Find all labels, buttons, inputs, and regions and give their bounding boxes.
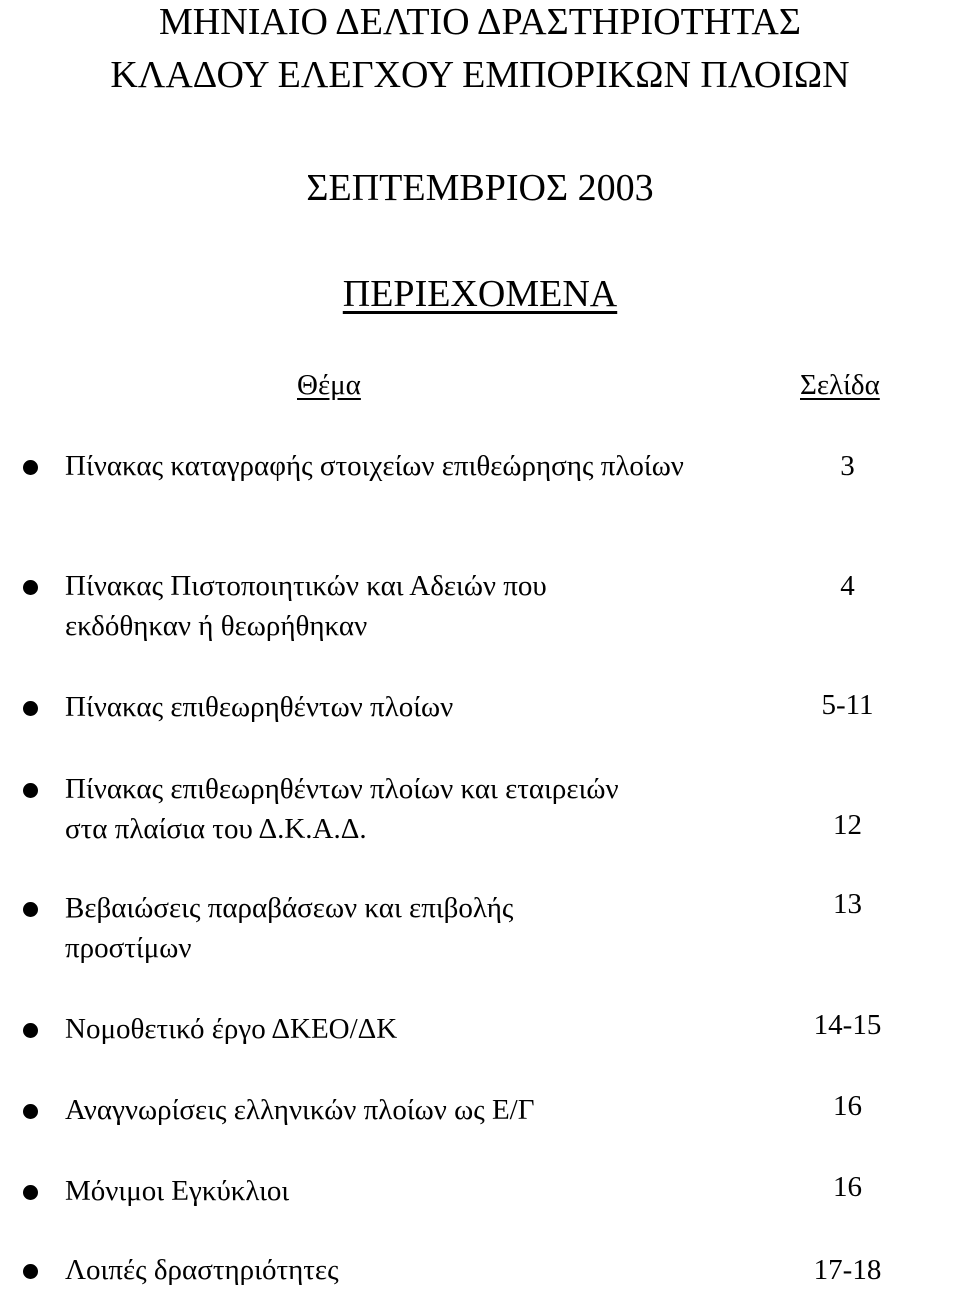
toc-item-text: Πίνακας επιθεωρηθέντων πλοίων και εταιρειών στα πλαίσια του Δ.Κ.Α.Δ. — [65, 773, 619, 845]
toc-item — [0, 687, 960, 767]
bullet-icon — [23, 1023, 38, 1038]
contents-heading: ΠΕΡΙΕΧΟΜΕΝΑ — [342, 273, 618, 315]
toc-item — [0, 769, 960, 849]
bullet-icon — [23, 783, 38, 798]
toc-item-text: Αναγνωρίσεις ελληνικών πλοίων ως Ε/Γ — [65, 1094, 535, 1126]
toc-item-text: Βεβαιώσεις παραβάσεων και επιβολής προστίμων — [65, 892, 514, 964]
toc-item-text: Νομοθετικό έργο ΔΚΕΟ/ΔΚ — [65, 1013, 398, 1045]
bullet-icon — [23, 580, 38, 595]
bullet-icon — [23, 902, 38, 917]
toc-item — [0, 566, 960, 646]
toc-item-text: Πίνακας επιθεωρηθέντων πλοίων — [65, 691, 454, 723]
toc-item — [0, 888, 960, 968]
toc-item-text: Λοιπές δραστηριότητες — [65, 1254, 339, 1286]
toc-column-topic: Θέμα — [297, 369, 361, 401]
toc-item-text: Πίνακας Πιστοποιητικών και Αδειών που εκδόθηκαν ή θεωρήθηκαν — [65, 570, 547, 642]
toc-column-page: Σελίδα — [800, 369, 880, 401]
toc-item — [0, 1090, 960, 1170]
toc-item-text: Πίνακας καταγραφής στοιχείων επιθεώρησης πλοίων — [65, 450, 684, 482]
report-period: ΣΕΠΤΕΜΒΡΙΟΣ 2003 — [306, 167, 654, 209]
bullet-icon — [23, 1264, 38, 1279]
bullet-icon — [23, 701, 38, 716]
toc-item-text: Μόνιμοι Εγκύκλιοι — [65, 1175, 290, 1207]
toc-item-page: 4 — [840, 570, 855, 602]
toc-item — [0, 446, 960, 526]
toc-item — [0, 1171, 960, 1251]
toc-item-page: 5-11 — [821, 689, 874, 721]
bullet-icon — [23, 460, 38, 475]
toc-item-page: 13 — [833, 888, 862, 920]
toc-item-page: 14-15 — [813, 1009, 882, 1041]
toc-item — [0, 1250, 960, 1288]
document-title-line-1: ΜΗΝΙΑΙΟ ΔΕΛΤΙΟ ΔΡΑΣΤΗΡΙΟΤΗΤΑΣ — [159, 1, 801, 43]
toc-item-page: 16 — [833, 1171, 862, 1203]
toc-item — [0, 1009, 960, 1089]
toc-item-page: 12 — [833, 809, 862, 841]
toc-item-page: 3 — [840, 450, 855, 482]
bullet-icon — [23, 1104, 38, 1119]
toc-item-page: 16 — [833, 1090, 862, 1122]
document-title-line-2: ΚΛΑΔΟΥ ΕΛΕΓΧΟΥ ΕΜΠΟΡΙΚΩΝ ΠΛΟΙΩΝ — [110, 54, 850, 96]
bullet-icon — [23, 1185, 38, 1200]
toc-item-page: 17-18 — [813, 1254, 882, 1286]
